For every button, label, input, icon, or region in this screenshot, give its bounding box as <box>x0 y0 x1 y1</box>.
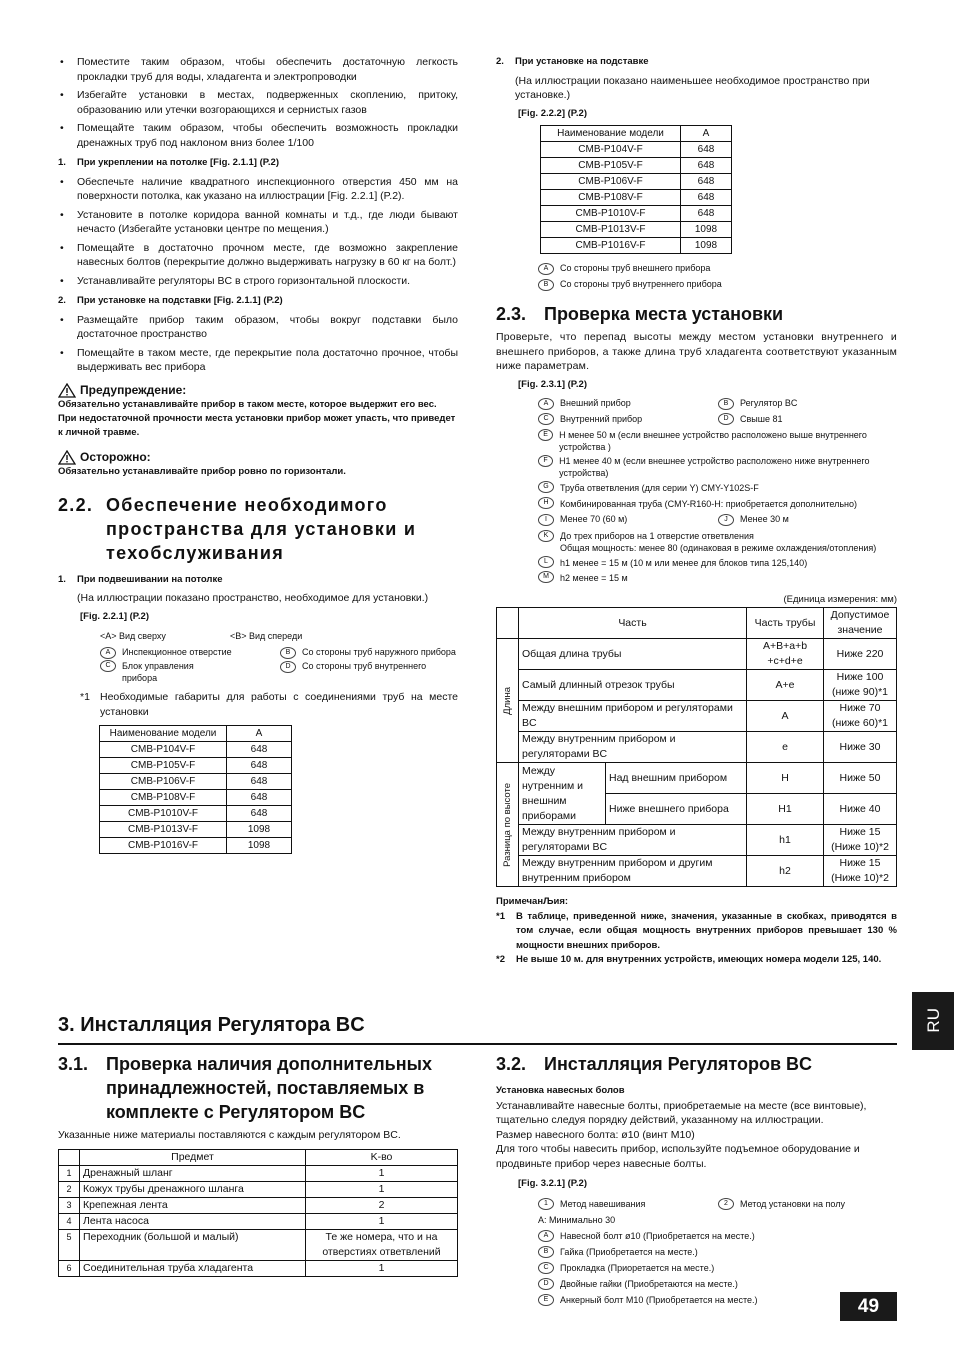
table-row: 2 Кожух трубы дренажного шланга 1 <box>59 1181 458 1197</box>
list-item: • Устанавливайте регуляторы BC в строго горизонтальной плоскости. <box>58 274 458 289</box>
figure-ref: [Fig. 3.2.1] (P.2) <box>518 1178 587 1189</box>
table-row: CMB-P1010V-F 648 <box>100 806 292 822</box>
circle-letter-icon: B <box>538 1246 554 1258</box>
section-3-title: 3. Инсталляция Регулятора BC <box>58 1014 897 1045</box>
list-item: • Помещайте в таком месте, где перекрытие пола достаточно прочное, чтобы выдерживать вес прибора <box>58 346 458 375</box>
subheading-ceiling: 1. При укреплении на потолке [Fig. 2.1.1] (P.2) <box>58 157 279 168</box>
section-3-1 <box>58 1052 458 1277</box>
table-row: CMB-P1010V-F 648 <box>541 206 732 222</box>
figure-legend: <A> Вид сверху <B> Вид спереди A Инспекционное отверстие B Со стороны труб наружного прибора C Блок управления прибора D Со стороны труб внутреннего <box>100 631 456 683</box>
notes: ПримечанЉия: *1 В таблице, приведенной ниже, значения, указанные в скобках, приводятся в том случае, если общая мощность внутренних приборов превышает 130 % мощности внешних приборов. *2 Не выше 10 м. для внутренних устройств, имеющих номера модели 125, 140. <box>496 896 897 965</box>
bolt-text-3: Для того чтобы навесить прибор, используйте подъемное оборудование и продвиньте прибор через навесные болты. <box>496 1143 860 1170</box>
table-row: CMB-P105V-F 648 <box>100 758 292 774</box>
bolt-subheading: Установка навесных болов <box>496 1085 625 1096</box>
section-heading-3-2: 3.2. Инсталляция Регуляторов BC <box>496 1054 813 1074</box>
circle-letter-icon: L <box>538 556 554 568</box>
bolt-text-2: Размер навесного болта: ø10 (винт M10) <box>496 1128 695 1141</box>
list-item: • Избегайте установки в местах, подверженных скоплению, притоку, образованию или утечки возгорающихся и сернистых газов <box>58 88 458 117</box>
table-row: CMB-P1013V-F 1098 <box>541 222 732 238</box>
table-row: 6 Соединительная труба хладагента 1 <box>59 1260 458 1276</box>
circle-letter-icon: H <box>538 497 554 509</box>
table-row: CMB-P108V-F 648 <box>541 190 732 206</box>
warning-text-2: При недостаточной прочности места установки прибор может упасть, что приведет к личной травме. <box>58 412 456 438</box>
bullets-2 <box>58 175 458 289</box>
bullets-1 <box>58 55 458 150</box>
subheading-stand: 2. При установке на подставки [Fig. 2.1.1] (P.2) <box>58 295 283 306</box>
circle-letter-icon: M <box>538 571 554 583</box>
check-text: Проверьте, что перепад высоты между местом установки внутреннего и внешнего приборов, а также длина труб хладагента соответствуют указанным ниже параметрам. <box>496 331 897 372</box>
bullets-3 <box>58 313 458 375</box>
table-row: 3 Крепежная лента 2 <box>59 1197 458 1213</box>
space-note: (На иллюстрации показано пространство, необходимое для установки.) <box>77 592 429 604</box>
circle-letter-icon: I <box>538 514 554 526</box>
table-row: Между внутренним прибором и другим внутренним прибором h2 Ниже 15 (Ниже 10)*2 <box>497 856 897 887</box>
warning-text-1: Обязательно устанавливайте прибор в таком месте, которое выдержит его вес. <box>58 398 437 410</box>
subheading-stand-right: 2. При установке на подставке <box>496 56 649 67</box>
left-column <box>58 55 458 854</box>
circle-letter-icon: E <box>538 1294 554 1306</box>
circle-number-icon: 1 <box>538 1198 554 1210</box>
accessories-text: Указанные ниже материалы поставляются с каждым регулятором BC. <box>58 1129 401 1141</box>
star-note: *1 Необходимые габариты для работы с соединениями труб на месте установки <box>80 691 458 718</box>
circle-letter-icon: D <box>718 413 734 425</box>
caution-heading: Осторожно: <box>58 450 458 465</box>
circle-letter-icon: J <box>718 514 734 526</box>
stand-note: (На иллюстрации показано наименьшее необходимое пространство при установке.) <box>515 74 870 101</box>
table-row: Между внутренним прибором и регуляторами BC h1 Ниже 15 (Ниже 10)*2 <box>497 825 897 856</box>
circle-letter-icon: B <box>280 647 296 659</box>
table-row: CMB-P108V-F 648 <box>100 790 292 806</box>
subheading-hanging: 1. При подвешивании на потолке <box>58 573 223 585</box>
circle-letter-icon: D <box>538 1278 554 1290</box>
table-row: Разница по высоте Между нутренним и внешним приборами Над внешним прибором H Ниже 50 <box>497 763 897 794</box>
table-row: CMB-P104V-F 648 <box>100 742 292 758</box>
table-row: CMB-P105V-F 648 <box>541 158 732 174</box>
page-number: 49 <box>840 1292 897 1321</box>
circle-letter-icon: G <box>538 481 554 493</box>
unit-label: (Единица измерения: мм) <box>783 593 897 605</box>
table-row: Между внешним прибором и регуляторами BC A Ниже 70 (ниже 60)*1 <box>497 701 897 732</box>
circle-letter-icon: C <box>538 413 554 425</box>
warning-heading: Предупреждение: <box>58 383 458 398</box>
table-row: Самый длинный отрезок трубы A+e Ниже 100 (ниже 90)*1 <box>497 670 897 701</box>
warning-icon <box>58 383 76 398</box>
list-item: • Помещайте таким образом, чтобы обеспечить возможность прокладки дренажных труб под наклоном вниз более 1/100 <box>58 121 458 150</box>
circle-letter-icon: C <box>538 1262 554 1274</box>
bolt-text-1: Устанавливайте навесные болты, приобретаемые на месте (все винтовые), тщательно следуя порядку действий, указанному на иллюстрации. <box>496 1099 867 1126</box>
table-row: CMB-P106V-F 648 <box>541 174 732 190</box>
circle-letter-icon: B <box>538 279 554 291</box>
figure-ref: [Fig. 2.3.1] (P.2) <box>518 378 587 390</box>
circle-letter-icon: B <box>718 398 734 410</box>
table-row: CMB-P1016V-F 1098 <box>541 238 732 254</box>
table-row: CMB-P104V-F 648 <box>541 142 732 158</box>
circle-letter-icon: C <box>100 660 116 672</box>
section-heading-3-1: 3.1. Проверка наличия дополнительных принадлежностей, поставляемых в комплекте с Регулятором BC <box>58 1054 432 1122</box>
accessories-table: Предмет K-во 1 Дренажный шланг 1 2 Кожух трубы дренажного шланга 1 3 Крепежная лента 2 4 Лента насоса 1 5 Переходник (большой и малый) Те же номера, что и на отверстиях ответвлений 6 Соединительная труба хладагента 1 <box>58 1149 458 1277</box>
circle-letter-icon: A <box>538 263 554 275</box>
figure-legend-2-3: A Внешний прибор B Регулятор BC C Внутренний прибор D Свыше 81 E H менее 50 м (если внешнее устройство расположено выше внутреннего устройства ) F H1 менее 40 м (если внешнее устройство расположено ниже внутреннего устройства) G Труба ответвления (для серии Y) CMY-Y102S-F H Комбинированная труба (CMY-R160-H: приобретается дополнительно) I Менее 70 (60 м) J Менее 30 м K До трех приборов на 1 отверстие ответвления Общая мощность: менее 80 (одинаковая в режиме охлаждения/отопления) L h1 менее = 15 м (10 м или менее для блоков типа 125,140) M h2 менее = 15 м <box>496 396 897 587</box>
table-row: CMB-P1013V-F 1098 <box>100 822 292 838</box>
table-row: 5 Переходник (большой и малый) Те же номера, что и на отверстиях ответвлений <box>59 1229 458 1260</box>
caution-icon <box>58 450 76 465</box>
table-row: CMB-P1016V-F 1098 <box>100 838 292 854</box>
circle-letter-icon: F <box>538 455 553 467</box>
conditions-table: Часть Часть трубы Допустимое значение Длина Общая длина трубы A+B+a+b +c+d+e Ниже 220 Самый длинный отрезок трубы A+e Ниже 100 (ниже 90)*1 Между внешним прибором и регуляторами BC A Ниже 70 (ниже 60)*1 Между внутренним прибором и регуляторами BC e Ниже 30 Разница по высоте Между нутренним и внешним приборами Над внешним прибором H Ниже 50 Ниже внешнего прибора H1 Ниже 40 Между внутренним прибором и регуляторами BC h1 Ниже 15 (Ниже 10)*2 Между внутренним прибором и другим внутренним прибором h2 Ниже 15 (Ниже 10)*2 <box>496 607 897 887</box>
list-item: • Помещайте в достаточно прочном месте, где возможно закрепление навесных болтов (перекрытие должно выдерживать нагрузку в 60 кг на болт.) <box>58 241 458 270</box>
table-row: Между внутренним прибором и регуляторами BC e Ниже 30 <box>497 732 897 763</box>
circle-letter-icon: D <box>280 661 296 673</box>
list-item: • Поместите таким образом, чтобы обеспечить достаточную легкость прокладки труб для воды, хладагента и электропроводки <box>58 55 458 84</box>
section-3-2 <box>496 1052 897 1308</box>
figure-ref: [Fig. 2.2.2] (P.2) <box>518 107 587 119</box>
table-row: CMB-P106V-F 648 <box>100 774 292 790</box>
circle-letter-icon: A <box>538 1230 554 1242</box>
figure-ref: [Fig. 2.2.1] (P.2) <box>80 610 149 622</box>
table-row: Длина Общая длина трубы A+B+a+b +c+d+e Ниже 220 <box>497 639 897 670</box>
list-item: • Обеспечьте наличие квадратного инспекционного отверстия 450 мм на поверхности потолка, как указано на иллюстрации [Fig. 2.2.1] (P.2). <box>58 175 458 204</box>
section-heading-2-2: 2.2. Обеспечение необходимого пространства для установки и техобслуживания <box>58 494 417 563</box>
model-table-left: Наименование модели A CMB-P104V-F 648 CMB-P105V-F 648 CMB-P106V-F 648 CMB-P108V-F 648 CMB-P1010V-F 648 CMB-P1013V-F 1098 CMB-P1016V-F 1098 <box>99 725 292 854</box>
list-item: • Размещайте прибор таким образом, чтобы вокруг подставки было достаточное пространство <box>58 313 458 342</box>
language-tab: RU <box>912 992 954 1050</box>
caution-text: Обязательно устанавливайте прибор ровно по горизонтали. <box>58 465 346 477</box>
table-row: 4 Лента насоса 1 <box>59 1213 458 1229</box>
table-row: 1 Дренажный шланг 1 <box>59 1165 458 1181</box>
figure-legend-3-2: 1 Метод навешивания 2 Метод установки на полу A: Минимально 30 A Навесной болт ø10 (Приобретается на месте.) B Гайка (Приобретается на месте.) C Прокладка (Приоретается на месте.) D Двойные гайки (Приобретаются на месте.) E Анкерный болт M10 (Приобретается на месте.) <box>538 1198 845 1305</box>
circle-letter-icon: E <box>538 429 553 441</box>
circle-letter-icon: A <box>538 398 554 410</box>
model-table-right: Наименование модели A CMB-P104V-F 648 CMB-P105V-F 648 CMB-P106V-F 648 CMB-P108V-F 648 CMB-P1010V-F 648 CMB-P1013V-F 1098 CMB-P1016V-F 1098 <box>540 125 732 254</box>
circle-number-icon: 2 <box>718 1198 734 1210</box>
list-item: • Установите в потолке коридора ванной комнаты и т.д., где люди бывают нечасто (Избегайте установки центре по мещения.) <box>58 208 458 237</box>
table-row: Ниже внешнего прибора H1 Ниже 40 <box>497 794 897 825</box>
figure-legend: A Со стороны труб внешнего прибора B Со стороны труб внутреннего прибора <box>496 260 897 292</box>
circle-letter-icon: K <box>538 530 554 542</box>
circle-letter-icon: A <box>100 647 116 659</box>
right-column <box>496 55 897 968</box>
section-heading-2-3: 2.3. Проверка места установки <box>496 304 784 324</box>
